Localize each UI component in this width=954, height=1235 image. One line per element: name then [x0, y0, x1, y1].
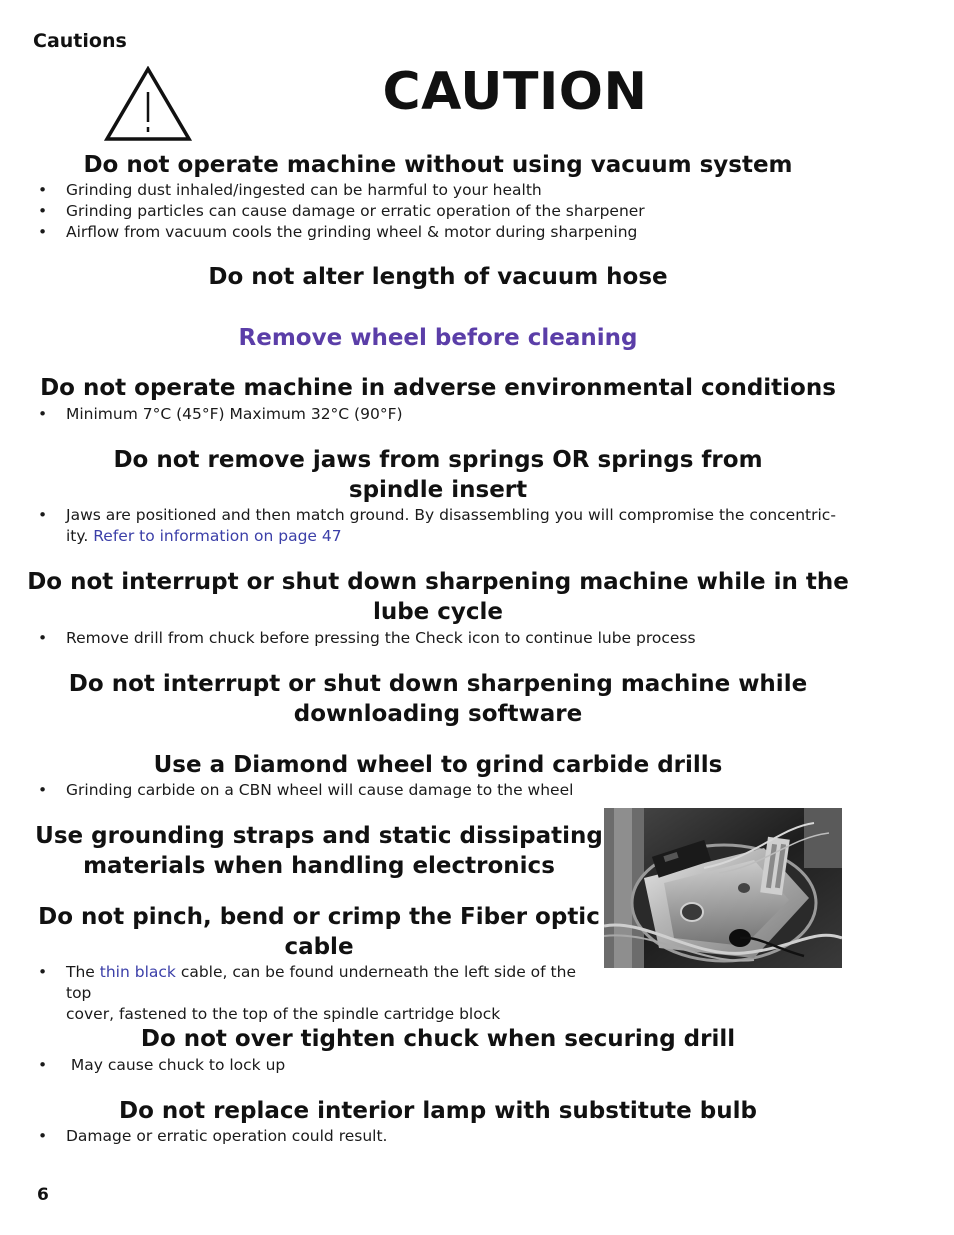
heading-diamond-wheel: Use a Diamond wheel to grind carbide drills — [153, 752, 723, 778]
bullet-list-chuck — [34, 1055, 834, 1076]
fiber-optic-cable-photo — [604, 808, 842, 968]
page-47-reference-link[interactable]: Refer to information on page 47 — [93, 527, 342, 545]
heading-chuck-tighten: Do not over tighten chuck when securing drill — [140, 1026, 736, 1052]
list-item: • Grinding dust inhaled/ingested can be harmful to your health — [38, 181, 542, 199]
heading-interior-lamp: Do not replace interior lamp with substitute bulb — [119, 1098, 757, 1124]
heading-remove-wheel: Remove wheel before cleaning — [238, 325, 638, 351]
heading-environmental-conditions: Do not operate machine in adverse environmental conditions — [40, 375, 836, 401]
list-item: • The thin black cable, can be found underneath the left side of the top cover, fastened to the top of the spindle cartridge block — [38, 963, 576, 1023]
list-item: • Remove drill from chuck before pressing the Check icon to continue lube process — [38, 629, 696, 647]
caution-triangle-icon — [104, 66, 192, 142]
list-item: • Grinding carbide on a CBN wheel will cause damage to the wheel — [38, 781, 574, 799]
caution-title: CAUTION — [382, 62, 648, 122]
list-item: • Jaws are positioned and then match ground. By disassembling you will compromise the concentric- ity. Refer to information on page 47 — [38, 506, 836, 545]
list-item: • May cause chuck to lock up — [38, 1056, 286, 1074]
bullet-list-environment — [34, 404, 834, 425]
list-item: • Airflow from vacuum cools the grinding wheel & motor during sharpening — [38, 223, 638, 241]
bullet-list-diamond — [34, 780, 834, 801]
page-number: 6 — [37, 1185, 49, 1205]
thin-black-cable-link[interactable]: thin black — [99, 963, 176, 981]
heading-fiber-optic: Do not pinch, bend or crimp the Fiber optic cable — [38, 904, 600, 960]
bullet-list-jaws — [34, 505, 844, 547]
spindle-cartridge-photo-illustration — [604, 808, 842, 968]
heading-vacuum-hose: Do not alter length of vacuum hose — [208, 264, 668, 290]
list-item: • Damage or erratic operation could result. — [38, 1127, 388, 1145]
heading-vacuum-system: Do not operate machine without using vacuum system — [83, 152, 793, 178]
heading-jaws-springs: Do not remove jaws from springs OR springs from spindle insert — [113, 447, 763, 503]
bullet-list-vacuum — [34, 180, 834, 243]
heading-downloading-software: Do not interrupt or shut down sharpening machine while downloading software — [68, 671, 808, 727]
heading-lube-cycle: Do not interrupt or shut down sharpening machine while in the lube cycle — [27, 569, 849, 625]
heading-grounding-straps: Use grounding straps and static dissipating materials when handling electronics — [35, 823, 603, 879]
list-item: • Grinding particles can cause damage or erratic operation of the sharpener — [38, 202, 645, 220]
bullet-list-fiber — [34, 962, 604, 1025]
list-item: • Minimum 7°C (45°F) Maximum 32°C (90°F) — [38, 405, 403, 423]
bullet-list-lube — [34, 628, 854, 649]
bullet-list-lamp — [34, 1126, 834, 1147]
page-section-label: Cautions — [33, 30, 127, 52]
